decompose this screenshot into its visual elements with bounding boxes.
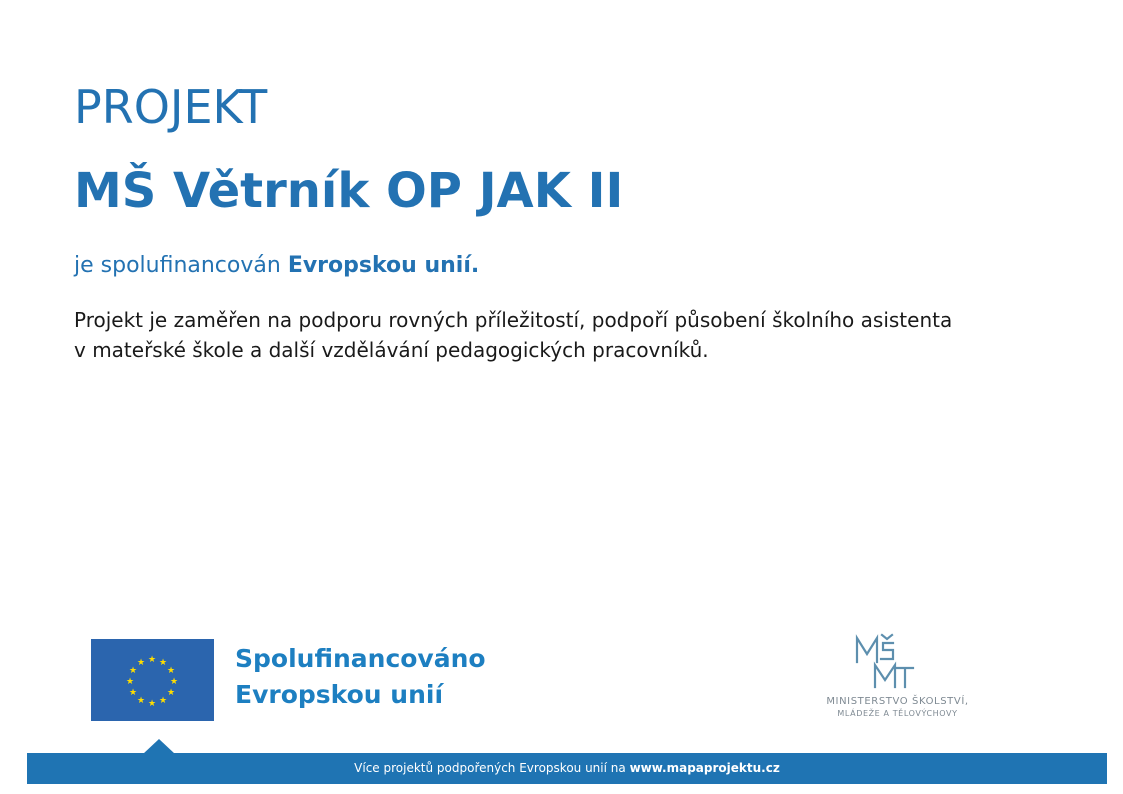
svg-text:★: ★ [136, 658, 146, 668]
poster-label: PROJEKT [74, 80, 268, 134]
svg-text:★: ★ [125, 677, 135, 687]
description-line-1: Projekt je zaměřen na podporu rovných příležitostí, podpoří působení školního asistenta [74, 308, 953, 332]
svg-text:★: ★ [158, 658, 168, 668]
svg-text:★: ★ [136, 696, 146, 706]
svg-text:★: ★ [158, 696, 168, 706]
footer-prefix: Více projektů podpořených Evropskou unií na [354, 761, 626, 775]
cofinanced-statement [74, 253, 479, 278]
eu-caption-line-1: Spolufinancováno [235, 644, 486, 673]
svg-text:★: ★ [147, 655, 157, 665]
svg-text:★: ★ [169, 677, 179, 687]
footer-link[interactable]: www.mapaprojektu.cz [629, 761, 780, 775]
cofinanced-prefix: je spolufinancován [74, 253, 281, 278]
footer-text [27, 753, 1107, 784]
footer-notch [143, 739, 175, 754]
msmt-caption [805, 696, 990, 720]
svg-text:★: ★ [166, 666, 176, 676]
eu-flag-logo [91, 639, 214, 721]
eu-stars-icon [91, 639, 214, 721]
project-description [74, 305, 1014, 365]
svg-text:★: ★ [128, 666, 138, 676]
project-title: MŠ Větrník OP JAK II [74, 163, 624, 219]
svg-text:★: ★ [147, 699, 157, 709]
msmt-line-1: MINISTERSTVO ŠKOLSTVÍ, [826, 696, 969, 707]
eu-caption-line-2: Evropskou unií [235, 680, 444, 709]
svg-text:★: ★ [128, 688, 138, 698]
svg-text:★: ★ [166, 688, 176, 698]
cofinanced-eu: Evropskou unií. [287, 253, 480, 278]
msmt-line-2: MLÁDEŽE A TĚLOVÝCHOVY [837, 709, 958, 718]
eu-cofinanced-caption [235, 641, 486, 713]
description-line-2: v mateřské škole a další vzdělávání pedagogických pracovníků. [74, 338, 709, 362]
